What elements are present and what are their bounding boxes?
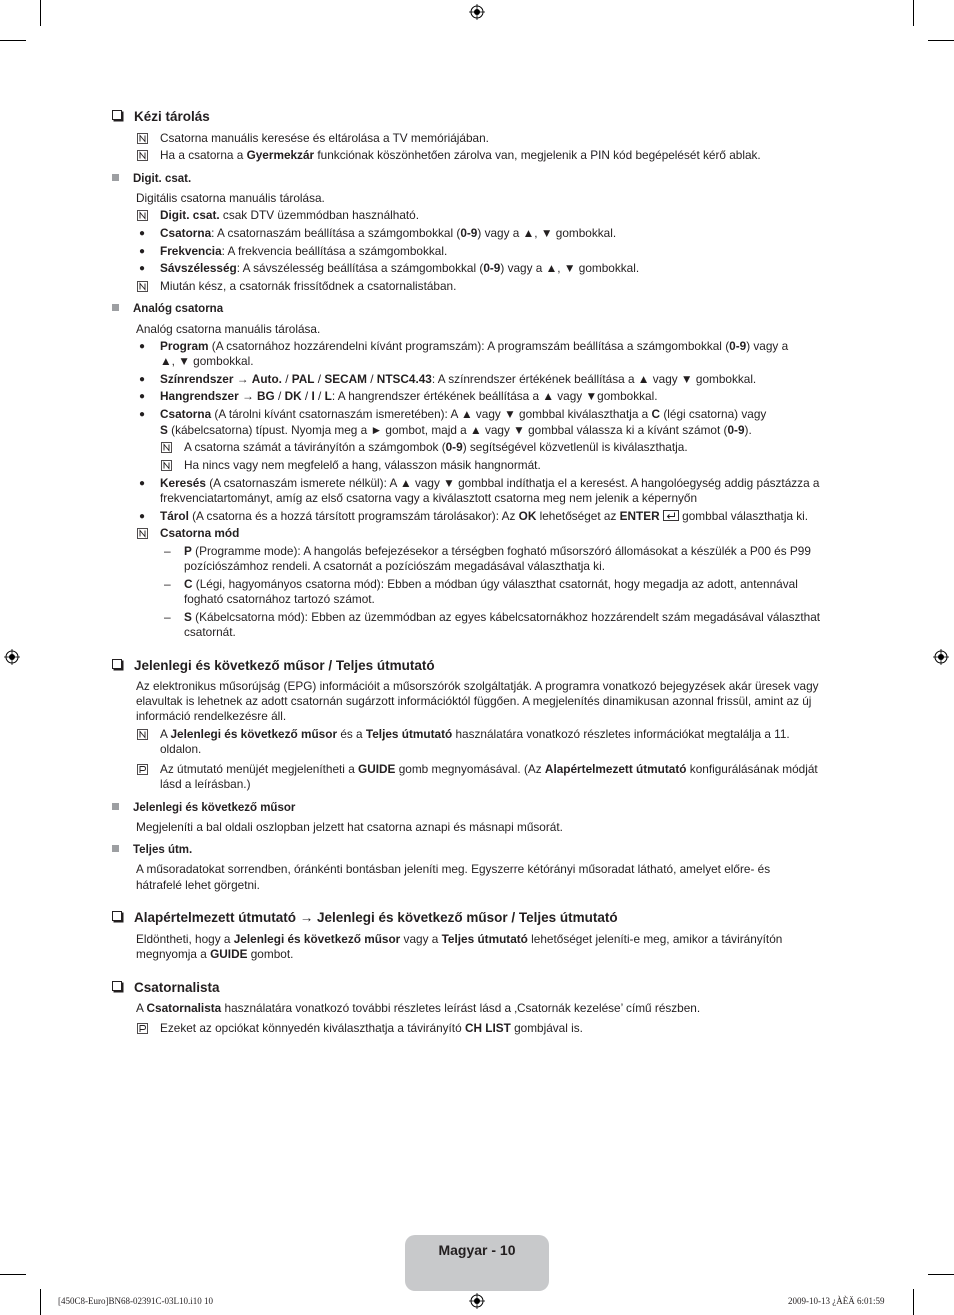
dash-bullet: – <box>164 577 171 591</box>
body-text: Megjeleníti a bal oldali oszlopban jelzett hat csatorna aznapi és másnapi műsorát. <box>136 820 563 834</box>
checkbox-bullet-icon <box>112 659 122 669</box>
body-text: Analóg csatorna manuális tárolása. <box>136 322 321 336</box>
body-text: információ rendelkezésre áll. <box>136 709 287 723</box>
square-bullet-icon <box>112 845 119 852</box>
body-text: Digitális csatorna manuális tárolása. <box>136 191 325 205</box>
body-text: Az elektronikus műsorújság (EPG) információit a műsorszórók szolgáltatják. A programra vonatkozó bejegyzések akár üresek vagy <box>136 679 819 693</box>
bullet-dot-icon: ● <box>139 391 146 402</box>
crop-mark <box>928 40 954 41</box>
note-text: Ha a csatorna a Gyermekzár funkciónak köszönhetően zárolva van, megjelenik a PIN kód begépelését kérő ablak. <box>160 148 761 162</box>
body-text: A Csatornalista használatára vonatkozó további részletes leírást lásd a ‚Csatornák kezelése’ című részben. <box>136 1001 701 1015</box>
note-text: Ha nincs vagy nem megfelelő a hang, válasszon másik hangnormát. <box>184 458 541 472</box>
body-text: A műsoradatokat sorrendben, óránkénti bontásban jeleníti meg. Egyszerre kétórányi műsoradat látható, amelyet előre- és <box>136 862 771 876</box>
list-item: C (Légi, hagyományos csatorna mód): Ebben a módban úgy választhat csatornát, hogy megadja az adott, antennával <box>184 577 798 591</box>
note-icon <box>161 442 172 453</box>
note-icon <box>137 133 148 144</box>
enter-key-icon <box>663 510 679 521</box>
registration-mark-icon <box>4 649 20 665</box>
body-text: Eldöntheti, hogy a Jelenlegi és következő műsor vagy a Teljes útmutató lehetőséget jeleníti-e meg, amikor a távirányítón <box>136 932 783 946</box>
crop-mark <box>40 0 41 26</box>
crop-mark <box>913 1289 914 1315</box>
dash-bullet: – <box>164 544 171 558</box>
dash-bullet: – <box>164 610 171 624</box>
bullet-dot-icon: ● <box>139 246 146 257</box>
bullet-dot-icon: ● <box>139 263 146 274</box>
list-item-continued: fogható csatornához tartozó számot. <box>184 592 375 606</box>
section-heading <box>112 658 435 674</box>
section-heading <box>112 980 220 996</box>
note-text: A csatorna számát a távirányítón a számgombok (0-9) segítségével közvetlenül is kiválaszthatja. <box>184 440 688 454</box>
bullet-dot-icon: ● <box>139 341 146 352</box>
crop-mark <box>928 1274 954 1275</box>
list-item: Program (A csatornához hozzárendelni kívánt programszám): A programszám beállítása a számgombokkal (0-9) vagy a <box>160 339 789 353</box>
square-bullet-icon <box>112 803 119 810</box>
checkbox-bullet-icon <box>112 911 122 921</box>
body-text: megnyomja a GUIDE gombot. <box>136 947 294 961</box>
list-item: Keresés (A csatornaszám ismerete nélkül): A ▲ vagy ▼ gombbal indíthatja el a keresést. A hangolóegység addig pásztázza a <box>160 476 820 490</box>
list-item: Sávszélesség: A sávszélesség beállítása a számgombokkal (0-9) vagy a ▲, ▼ gombokkal. <box>160 261 640 275</box>
tip-text-continued: lásd a leírásban.) <box>160 777 251 791</box>
tip-text: Az útmutató menüjét megjelenítheti a GUIDE gomb megnyomásával. (Az Alapértelmezett útmutató konfigurálásának módját <box>160 762 818 776</box>
crop-mark <box>913 0 914 26</box>
square-bullet-icon <box>112 174 119 181</box>
list-item: Tárol (A csatorna és a hozzá társított programszám tárolásakor): Az OK lehetőséget az ENTER gombbal választhatja ki. <box>160 509 809 523</box>
heading-text: Jelenlegi és következő műsor / Teljes útmutató <box>134 658 435 673</box>
note-text: Csatorna manuális keresése és eltárolása a TV memóriájában. <box>160 131 489 145</box>
list-item-continued: pozíciószámhoz rendeli. A csatornát a pozíciószám megadásával választhatja ki. <box>184 559 605 573</box>
print-slug-left: [450C8-Euro]BN68-02391C-03L10.i10 10 <box>58 1296 213 1306</box>
list-item-continued: S (kábelcsatorna) típust. Nyomja meg a ► gombot, majd a ▲ vagy ▼ gombbal válassza ki a kívánt számot (0-9). <box>160 423 752 437</box>
crop-mark <box>40 1289 41 1315</box>
bullet-dot-icon: ● <box>139 228 146 239</box>
note-icon <box>161 460 172 471</box>
list-item: P (Programme mode): A hangolás befejezésekor a térségben fogható műsorszóró állomásokat a készülék a P00 és P99 <box>184 544 811 558</box>
note-icon <box>137 210 148 221</box>
subheading: Digit. csat. <box>112 172 191 186</box>
body-text: hátrafelé lehet görgetni. <box>136 878 260 892</box>
subheading: Teljes útm. <box>112 843 192 857</box>
registration-mark-icon <box>469 4 485 20</box>
page-number: Magyar - 10 <box>438 1242 516 1258</box>
section-heading <box>112 109 210 125</box>
note-text: Digit. csat. csak DTV üzemmódban használható. <box>160 208 419 222</box>
subheading: Analóg csatorna <box>112 302 223 316</box>
checkbox-bullet-icon <box>112 110 122 120</box>
crop-mark <box>0 40 26 41</box>
bullet-dot-icon: ● <box>139 374 146 385</box>
note-text-continued: oldalon. <box>160 742 202 756</box>
list-item: Színrendszer → Auto. / PAL / SECAM / NTSC4.43: A színrendszer értékének beállítása a ▲ vagy ▼ gombokkal. <box>160 372 757 386</box>
remote-tip-icon <box>137 764 148 775</box>
list-item: Hangrendszer → BG / DK / I / L: A hangrendszer értékének beállítása a ▲ vagy ▼gombokkal. <box>160 389 658 403</box>
note-text: A Jelenlegi és következő műsor és a Teljes útmutató használatára vonatkozó részletes információkat megtalálja a 11. <box>160 727 790 741</box>
note-icon <box>137 150 148 161</box>
list-item-continued: csatornát. <box>184 625 236 639</box>
bullet-dot-icon: ● <box>139 409 146 420</box>
list-item-continued: ▲, ▼ gombokkal. <box>160 354 254 368</box>
registration-mark-icon <box>469 1293 485 1309</box>
bullet-dot-icon: ● <box>139 478 146 489</box>
crop-mark <box>0 1274 26 1275</box>
list-item: Csatorna: A csatornaszám beállítása a számgombokkal (0-9) vagy a ▲, ▼ gombokkal. <box>160 226 617 240</box>
heading-text: Kézi tárolás <box>134 109 210 124</box>
note-icon <box>137 281 148 292</box>
registration-mark-icon <box>933 649 949 665</box>
list-item-continued: frekvenciatartományt, amíg az első csatorna vagy a kiválasztott csatorna meg nem jelenik a képernyőn <box>160 491 698 505</box>
note-icon <box>137 528 148 539</box>
remote-tip-icon <box>137 1023 148 1034</box>
list-item: Frekvencia: A frekvencia beállítása a számgombokkal. <box>160 244 448 258</box>
note-icon <box>137 729 148 740</box>
tip-text: Ezeket az opciókat könnyedén kiválaszthatja a távirányító CH LIST gombjával is. <box>160 1021 583 1035</box>
note-text: Csatorna mód <box>160 526 240 540</box>
list-item: Csatorna (A tárolni kívánt csatornaszám ismeretében): A ▲ vagy ▼ gombbal kiválaszthatja a C (légi csatorna) vagy <box>160 407 767 421</box>
checkbox-bullet-icon <box>112 981 122 991</box>
note-text: Miután kész, a csatornák frissítődnek a csatornalistában. <box>160 279 457 293</box>
bullet-dot-icon: ● <box>139 511 146 522</box>
body-text: elavultak is lehetnek az adott csatornán sugárzott információktól függően. A megjelenítés dinamikusan azonnal frissül, amint az új <box>136 694 812 708</box>
list-item: S (Kábelcsatorna mód): Ebben az üzemmódban az egyes kábelcsatornákhoz hozzárendelt szám megadásával választhat <box>184 610 821 624</box>
square-bullet-icon <box>112 304 119 311</box>
heading-text: Alapértelmezett útmutató → Jelenlegi és következő műsor / Teljes útmutató <box>134 910 618 925</box>
heading-text: Csatornalista <box>134 980 220 995</box>
print-slug-right: 2009-10-13 ¿ÀÈÄ 6:01:59 <box>788 1296 885 1306</box>
subheading: Jelenlegi és következő műsor <box>112 801 295 815</box>
section-heading <box>112 910 618 926</box>
